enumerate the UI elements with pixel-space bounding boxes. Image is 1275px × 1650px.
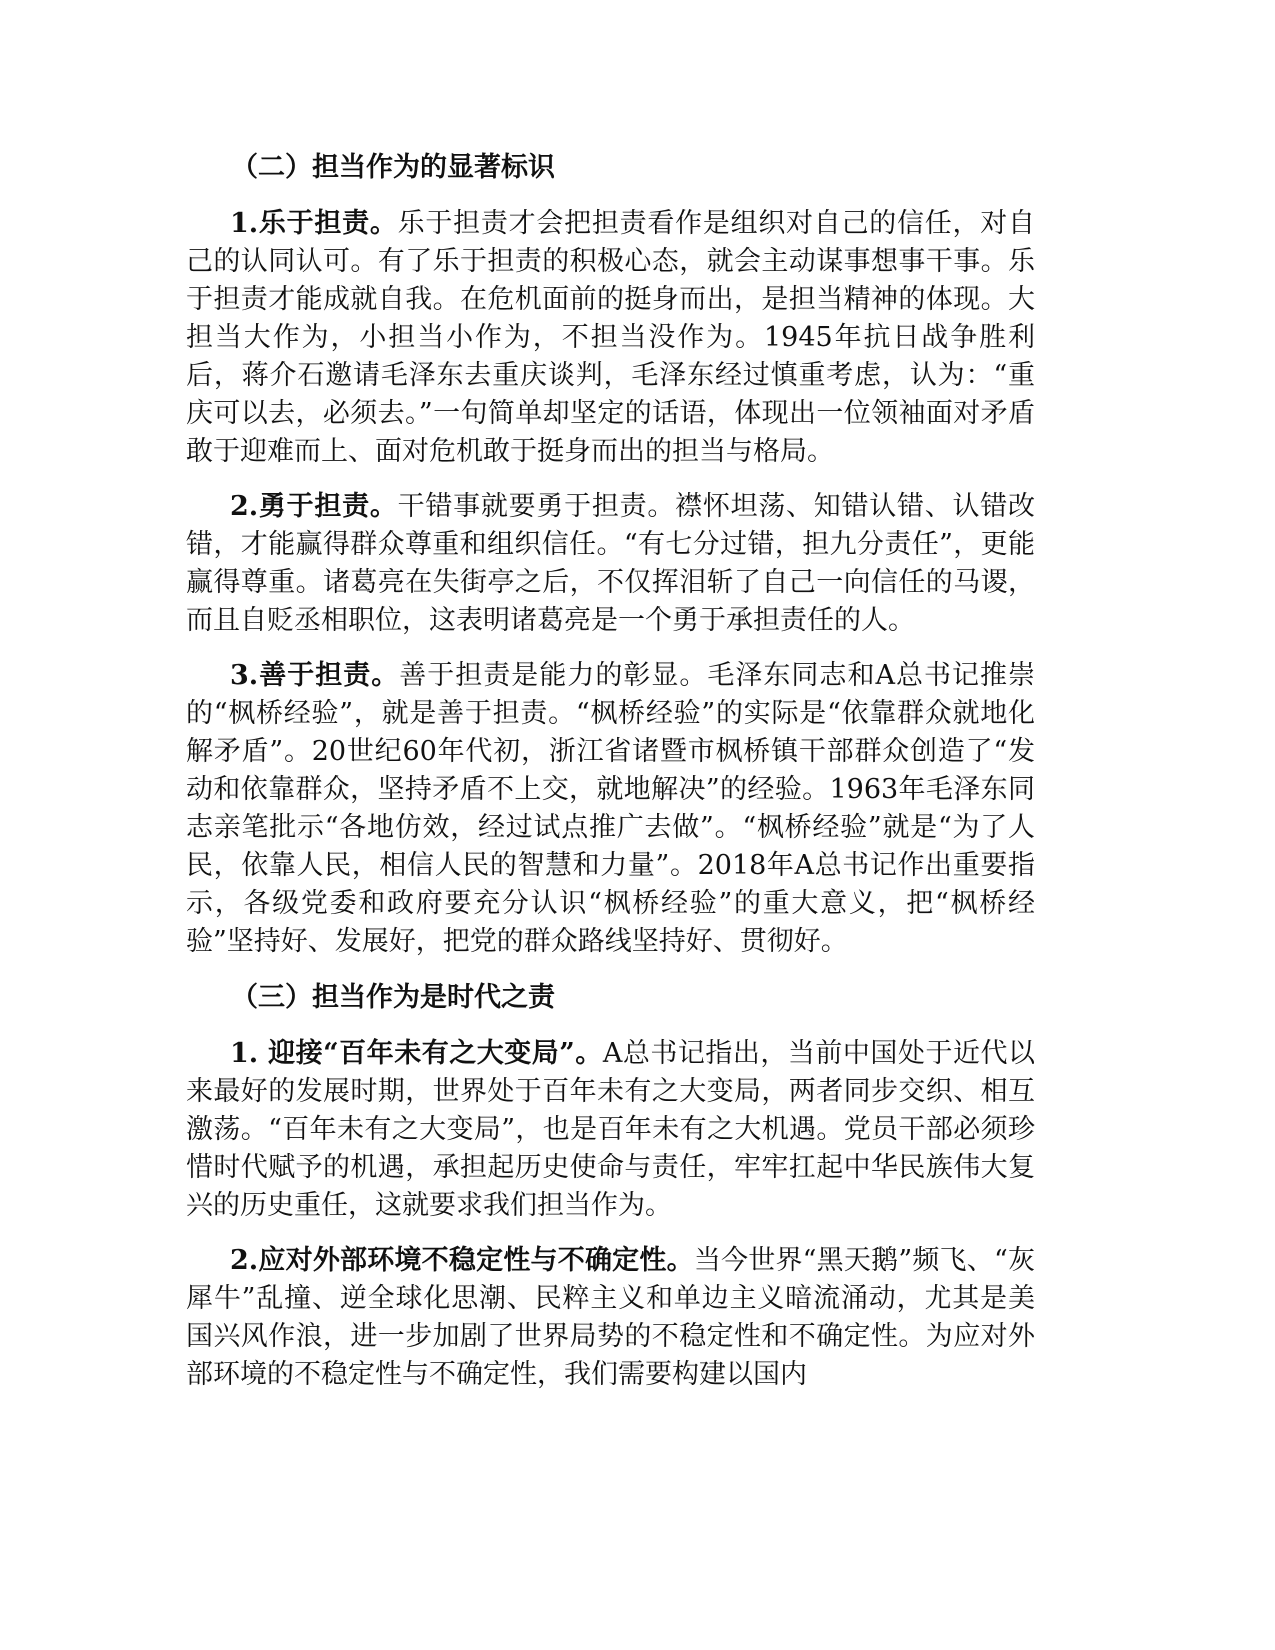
paragraph-brave-responsibility: [186, 488, 1035, 640]
section-heading-3: （三）担当作为是时代之责: [231, 982, 555, 1013]
paragraph-good-at-responsibility: [186, 657, 1035, 961]
paragraph-text: A总书记指出，当前中国处于近代以来最好的发展时期，世界处于百年未有之大变局，两者同步交织、相互激荡。“百年未有之大变局”，也是百年未有之大机遇。党员干部必须珍惜时代赋予的机遇，承担起历史使命与责任，牢牢扛起中华民族伟大复兴的历史重任，这就要求我们担当作为。: [186, 1038, 1035, 1221]
paragraph-external-uncertainty: [186, 1242, 1035, 1394]
section-heading-2: （二）担当作为的显著标识: [231, 152, 555, 183]
paragraph-lead: 2.勇于担责。: [230, 491, 398, 522]
paragraph-lead: 1.乐于担责。: [230, 208, 398, 239]
paragraph-willing-responsibility: [186, 205, 1035, 471]
paragraph-text: 乐于担责才会把担责看作是组织对自己的信任，对自己的认同认可。有了乐于担责的积极心态，就会主动谋事想事干事。乐于担责才能成就自我。在危机面前的挺身而出，是担当精神的体现。大担当大作为，小担当小作为，不担当没作为。1945年抗日战争胜利后，蒋介石邀请毛泽东去重庆谈判，毛泽东经过慎重考虑，认为：“重庆可以去，必须去。”一句简单却坚定的话语，体现出一位领袖面对矛盾敢于迎难而上、面对危机敢于挺身而出的担当与格局。: [186, 208, 1036, 467]
paragraph-text: 善于担责是能力的彰显。毛泽东同志和A总书记推崇的“枫桥经验”，就是善于担责。“枫桥经验”的实际是“依靠群众就地化解矛盾”。20世纪60年代初，浙江省诸暨市枫桥镇干部群众创造了“发动和依靠群众，坚持矛盾不上交，就地解决”的经验。1963年毛泽东同志亲笔批示“各地仿效，经过试点推广去做”。“枫桥经验”就是“为了人民，依靠人民，相信人民的智慧和力量”。2018年A总书记作出重要指示，各级党委和政府要充分认识“枫桥经验”的重大意义，把“枫桥经验”坚持好、发展好，把党的群众路线坚持好、贯彻好。: [186, 660, 1036, 957]
paragraph-lead: 1. 迎接“百年未有之大变局”。: [230, 1038, 603, 1069]
paragraph-text: 干错事就要勇于担责。襟怀坦荡、知错认错、认错改错，才能赢得群众尊重和组织信任。“有七分过错，担九分责任”，更能赢得尊重。诸葛亮在失街亭之后，不仅挥泪斩了自己一向信任的马谡，而且自贬丞相职位，这表明诸葛亮是一个勇于承担责任的人。: [186, 491, 1036, 636]
paragraph-lead: 3.善于担责。: [230, 660, 400, 691]
paragraph-lead: 2.应对外部环境不稳定性与不确定性。: [230, 1245, 694, 1276]
paragraph-great-changes: [186, 1035, 1035, 1225]
paragraph-text: 当今世界“黑天鹅”频飞、“灰犀牛”乱撞、逆全球化思潮、民粹主义和单边主义暗流涌动，尤其是美国兴风作浪，进一步加剧了世界局势的不稳定性和不确定性。为应对外部环境的不稳定性与不确定性，我们需要构建以国内: [186, 1245, 1035, 1390]
